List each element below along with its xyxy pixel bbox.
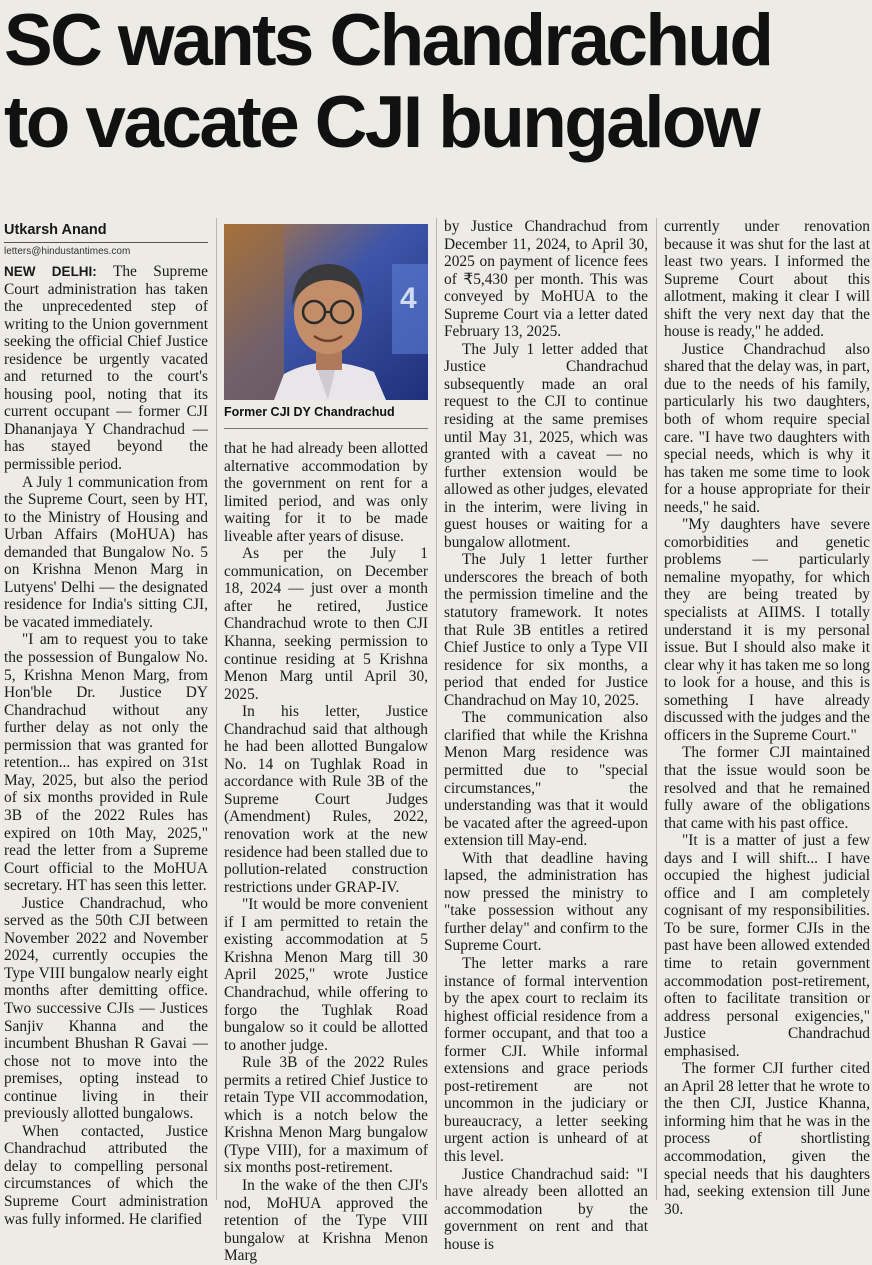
article-column-1 <box>4 218 208 1228</box>
article-column-2 <box>224 440 428 1265</box>
svg-text:4: 4 <box>400 282 417 315</box>
paragraph: The former CJI further cited an April 28 letter that he wrote to the then CJI, Justice Khanna, informing him that he was in the process of shortlisting accommodation, given the special needs that his daughters had, seeking extension till June 30. <box>664 1060 870 1218</box>
paragraph: Rule 3B of the 2022 Rules permits a retired Chief Justice to retain Type VII accommodation, which is a notch below the Krishna Menon Marg bungalow (Type VIII), for a maximum of six months post-retirement. <box>224 1054 428 1177</box>
photo-caption: Former CJI DY Chandrachud <box>224 405 395 419</box>
byline-divider <box>4 242 208 243</box>
article-column-4 <box>664 218 870 1218</box>
paragraph: The July 1 letter added that Justice Chandrachud subsequently made an oral request to the CJI to continue residing at the same premises until May 31, 2025, which was granted with a caveat — no further extension would be allowed as other judges, elevated in the interim, were living in guest houses or waiting for a bungalow allotment. <box>444 340 648 551</box>
headline <box>4 0 868 164</box>
paragraph: The letter marks a rare instance of formal intervention by the apex court to reclaim its highest official residence from a former occupant, and that too a former CJI. While informal extensions and grace periods post-retirement are not uncommon in the judiciary or bureaucracy, a letter seeking urgent action is unheard of at this level. <box>444 954 648 1165</box>
article-column-3 <box>444 218 648 1253</box>
paragraph: With that deadline having lapsed, the administration has now pressed the ministry to "take possession without any further delay" and confirm to the Supreme Court. <box>444 849 648 955</box>
byline-author: Utkarsh Anand <box>4 222 107 238</box>
paragraph: As per the July 1 communication, on December 18, 2024 — just over a month after he retired, Justice Chandrachud wrote to then CJI Khanna, seeking permission to continue residing at 5 Krishna Menon Marg until April 30, 2025. <box>224 545 428 703</box>
headline-line-1: SC wants Chandrachud <box>4 0 772 81</box>
paragraph: Justice Chandrachud also shared that the delay was, in part, due to the needs of his family, particularly his two daughters, both of whom require special care. "I have two daughters with special needs, which is why it has taken me some time to look for a house appropriate for their needs," he said. <box>664 340 870 516</box>
column-divider <box>436 218 437 1200</box>
column-divider <box>656 218 657 1200</box>
column-divider <box>216 218 217 1200</box>
paragraph: currently under renovation because it was shut for the last at least two years. I informed the Supreme Court about this allotment, making it clear I will shift the very next day that the house is ready," he added. <box>664 218 870 341</box>
paragraph: "It is a matter of just a few days and I will shift... I have occupied the highest judicial office and I am completely cognisant of my responsibilities. To be sure, former CJIs in the past have been allowed extended time to retain government accommodation post-retirement, often to facilitate transition or address personal exigencies," Justice Chandrachud emphasised. <box>664 832 870 1060</box>
lead-paragraph <box>4 263 208 474</box>
paragraph: "It would be more convenient if I am permitted to retain the existing accommodation at 5 Krishna Menon Marg till 30 April 2025," wrote Justice Chandrachud, while offering to forgo the Tughlak Road bungalow so it could be allotted to another judge. <box>224 896 428 1054</box>
paragraph: In the wake of the then CJI's nod, MoHUA approved the retention of the Type VIII bungalow at Krishna Menon Marg <box>224 1176 428 1265</box>
paragraph: by Justice Chandrachud from December 11, 2024, to April 30, 2025 on payment of licence fees of ₹5,430 per month. This was conveyed by MoHUA to the Supreme Court via a letter dated February 13, 2025. <box>444 218 648 341</box>
portrait-illustration <box>224 224 428 400</box>
dateline: NEW DELHI: <box>4 264 97 279</box>
paragraph: A July 1 communication from the Supreme Court, seen by HT, to the Ministry of Housing and Urban Affairs (MoHUA) has demanded that Bungalow No. 5 on Krishna Menon Marg in Lutyens' Delhi — the designated residence for India's sitting CJI, be vacated immediately. <box>4 473 208 631</box>
paragraph: The former CJI maintained that the issue would soon be resolved and that he remained fully aware of the obligations that came with his past office. <box>664 744 870 832</box>
portrait-photo <box>224 224 428 400</box>
paragraph: Justice Chandrachud said: "I have already been allotted an accommodation by the government on rent and that house is <box>444 1165 648 1253</box>
paragraph: In his letter, Justice Chandrachud said that although he had been allotted Bungalow No. 14 on Tughlak Road in accordance with Rule 3B of the Supreme Court Judges (Amendment) Rules, 2022, renovation work at the new residence had been stalled due to pollution-related construction restrictions under GRAP-IV. <box>224 703 428 896</box>
headline-line-2: to vacate CJI bungalow <box>4 82 759 163</box>
paragraph: When contacted, Justice Chandrachud attributed the delay to compelling personal circumstances of which the Supreme Court administration was fully informed. He clarified <box>4 1122 208 1228</box>
paragraph: The July 1 letter further underscores the breach of both the permission timeline and the statutory framework. It notes that Rule 3B entitles a retired Chief Justice to only a Type VII residence for six months, a period that ended for Justice Chandrachud on May 10, 2025. <box>444 551 648 709</box>
paragraph: The Supreme Court administration has taken the unprecedented step of writing to the Union government seeking the official Chief Justice residence be urgently vacated and returned to the court's housing pool, noting that its current occupant — former CJI Dhananjaya Y Chandrachud — has stayed beyond the permissible period. <box>4 263 208 474</box>
paragraph: "I am to request you to take the possession of Bungalow No. 5, Krishna Menon Marg, from Hon'ble Dr. Justice DY Chandrachud without any further delay as not only the permission that was granted for retention... has expired on 31st May, 2025, but also the period of six months provided in Rule 3B of the 2022 Rules has expired on 10th May, 2025," read the letter from a Supreme Court official to the MoHUA secretary. HT has seen this letter. <box>4 631 208 895</box>
paragraph: The communication also clarified that while the Krishna Menon Marg residence was permitted due to "special circumstances," the understanding was that it would be vacated after the agreed-upon extension till May-end. <box>444 709 648 850</box>
paragraph: Justice Chandrachud, who served as the 50th CJI between November 2022 and November 2024, currently occupies the Type VIII bungalow nearly eight months after demitting office. Two successive CJIs — Justices Sanjiv Khanna and the incumbent Bhushan R Gavai — chose not to move into the premises, opting instead to continue living in their previously allotted bungalows. <box>4 894 208 1123</box>
caption-divider <box>224 428 428 429</box>
paragraph: that he had already been allotted alternative accommodation by the government on rent for a limited period, and was only waiting for it to be made liveable after years of disuse. <box>224 440 428 545</box>
paragraph: "My daughters have severe comorbidities and genetic problems — particularly nemaline myopathy, for which they are being treated by specialists at AIIMS. I totally understand it is my personal issue. But I should also make it clear why it has taken me so long to look for a house, and this is something I have already discussed with the judges and the officers in the Supreme Court." <box>664 516 870 744</box>
byline-email: letters@hindustantimes.com <box>4 246 131 257</box>
